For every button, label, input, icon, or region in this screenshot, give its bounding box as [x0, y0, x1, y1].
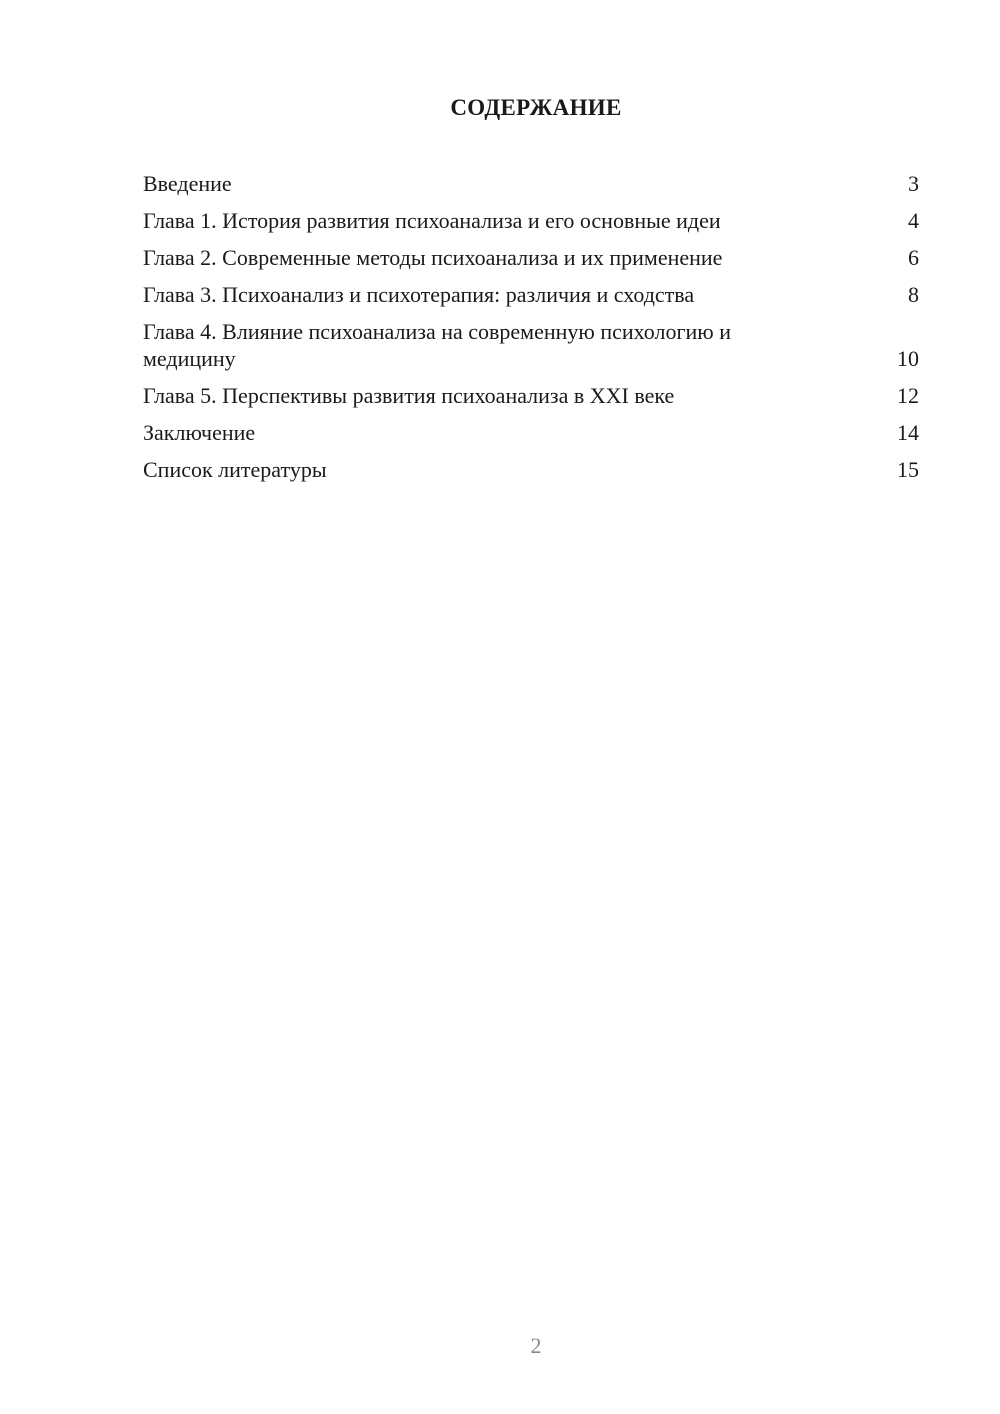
toc-entry	[143, 244, 919, 271]
toc-entry	[143, 382, 919, 409]
toc-entry	[143, 207, 919, 234]
toc-entry-title: Глава 4. Влияние психоанализа на современную психологию и медицину	[143, 319, 731, 371]
toc-entry-title: Глава 5. Перспективы развития психоанализа в XXI веке	[143, 383, 675, 408]
toc-entry-title: Глава 3. Психоанализ и психотерапия: различия и сходства	[143, 282, 695, 307]
toc-entry-page: 3	[908, 171, 919, 196]
toc-entry-page: 12	[897, 383, 919, 408]
toc-entry	[143, 419, 919, 446]
toc-entry	[143, 281, 919, 308]
toc-entry-title: Список литературы	[143, 457, 327, 482]
toc-entry-page: 6	[908, 245, 919, 270]
toc-entry	[143, 170, 919, 197]
toc-entry-title: Глава 1. История развития психоанализа и его основные идеи	[143, 208, 721, 233]
toc-entry-page: 4	[908, 208, 919, 233]
toc-entry	[143, 318, 919, 372]
page-number: 2	[530, 1333, 542, 1358]
table-of-contents	[143, 170, 919, 493]
toc-entry-page: 15	[897, 457, 919, 482]
toc-entry-title: Глава 2. Современные методы психоанализа и их применение	[143, 245, 723, 270]
toc-entry-page: 14	[897, 420, 919, 445]
toc-entry	[143, 456, 919, 483]
toc-entry-page: 8	[908, 282, 919, 307]
page-title: СОДЕРЖАНИЕ	[450, 95, 622, 120]
toc-entry-title: Заключение	[143, 420, 256, 445]
toc-entry-title: Введение	[143, 171, 232, 196]
toc-entry-page: 10	[897, 346, 919, 371]
